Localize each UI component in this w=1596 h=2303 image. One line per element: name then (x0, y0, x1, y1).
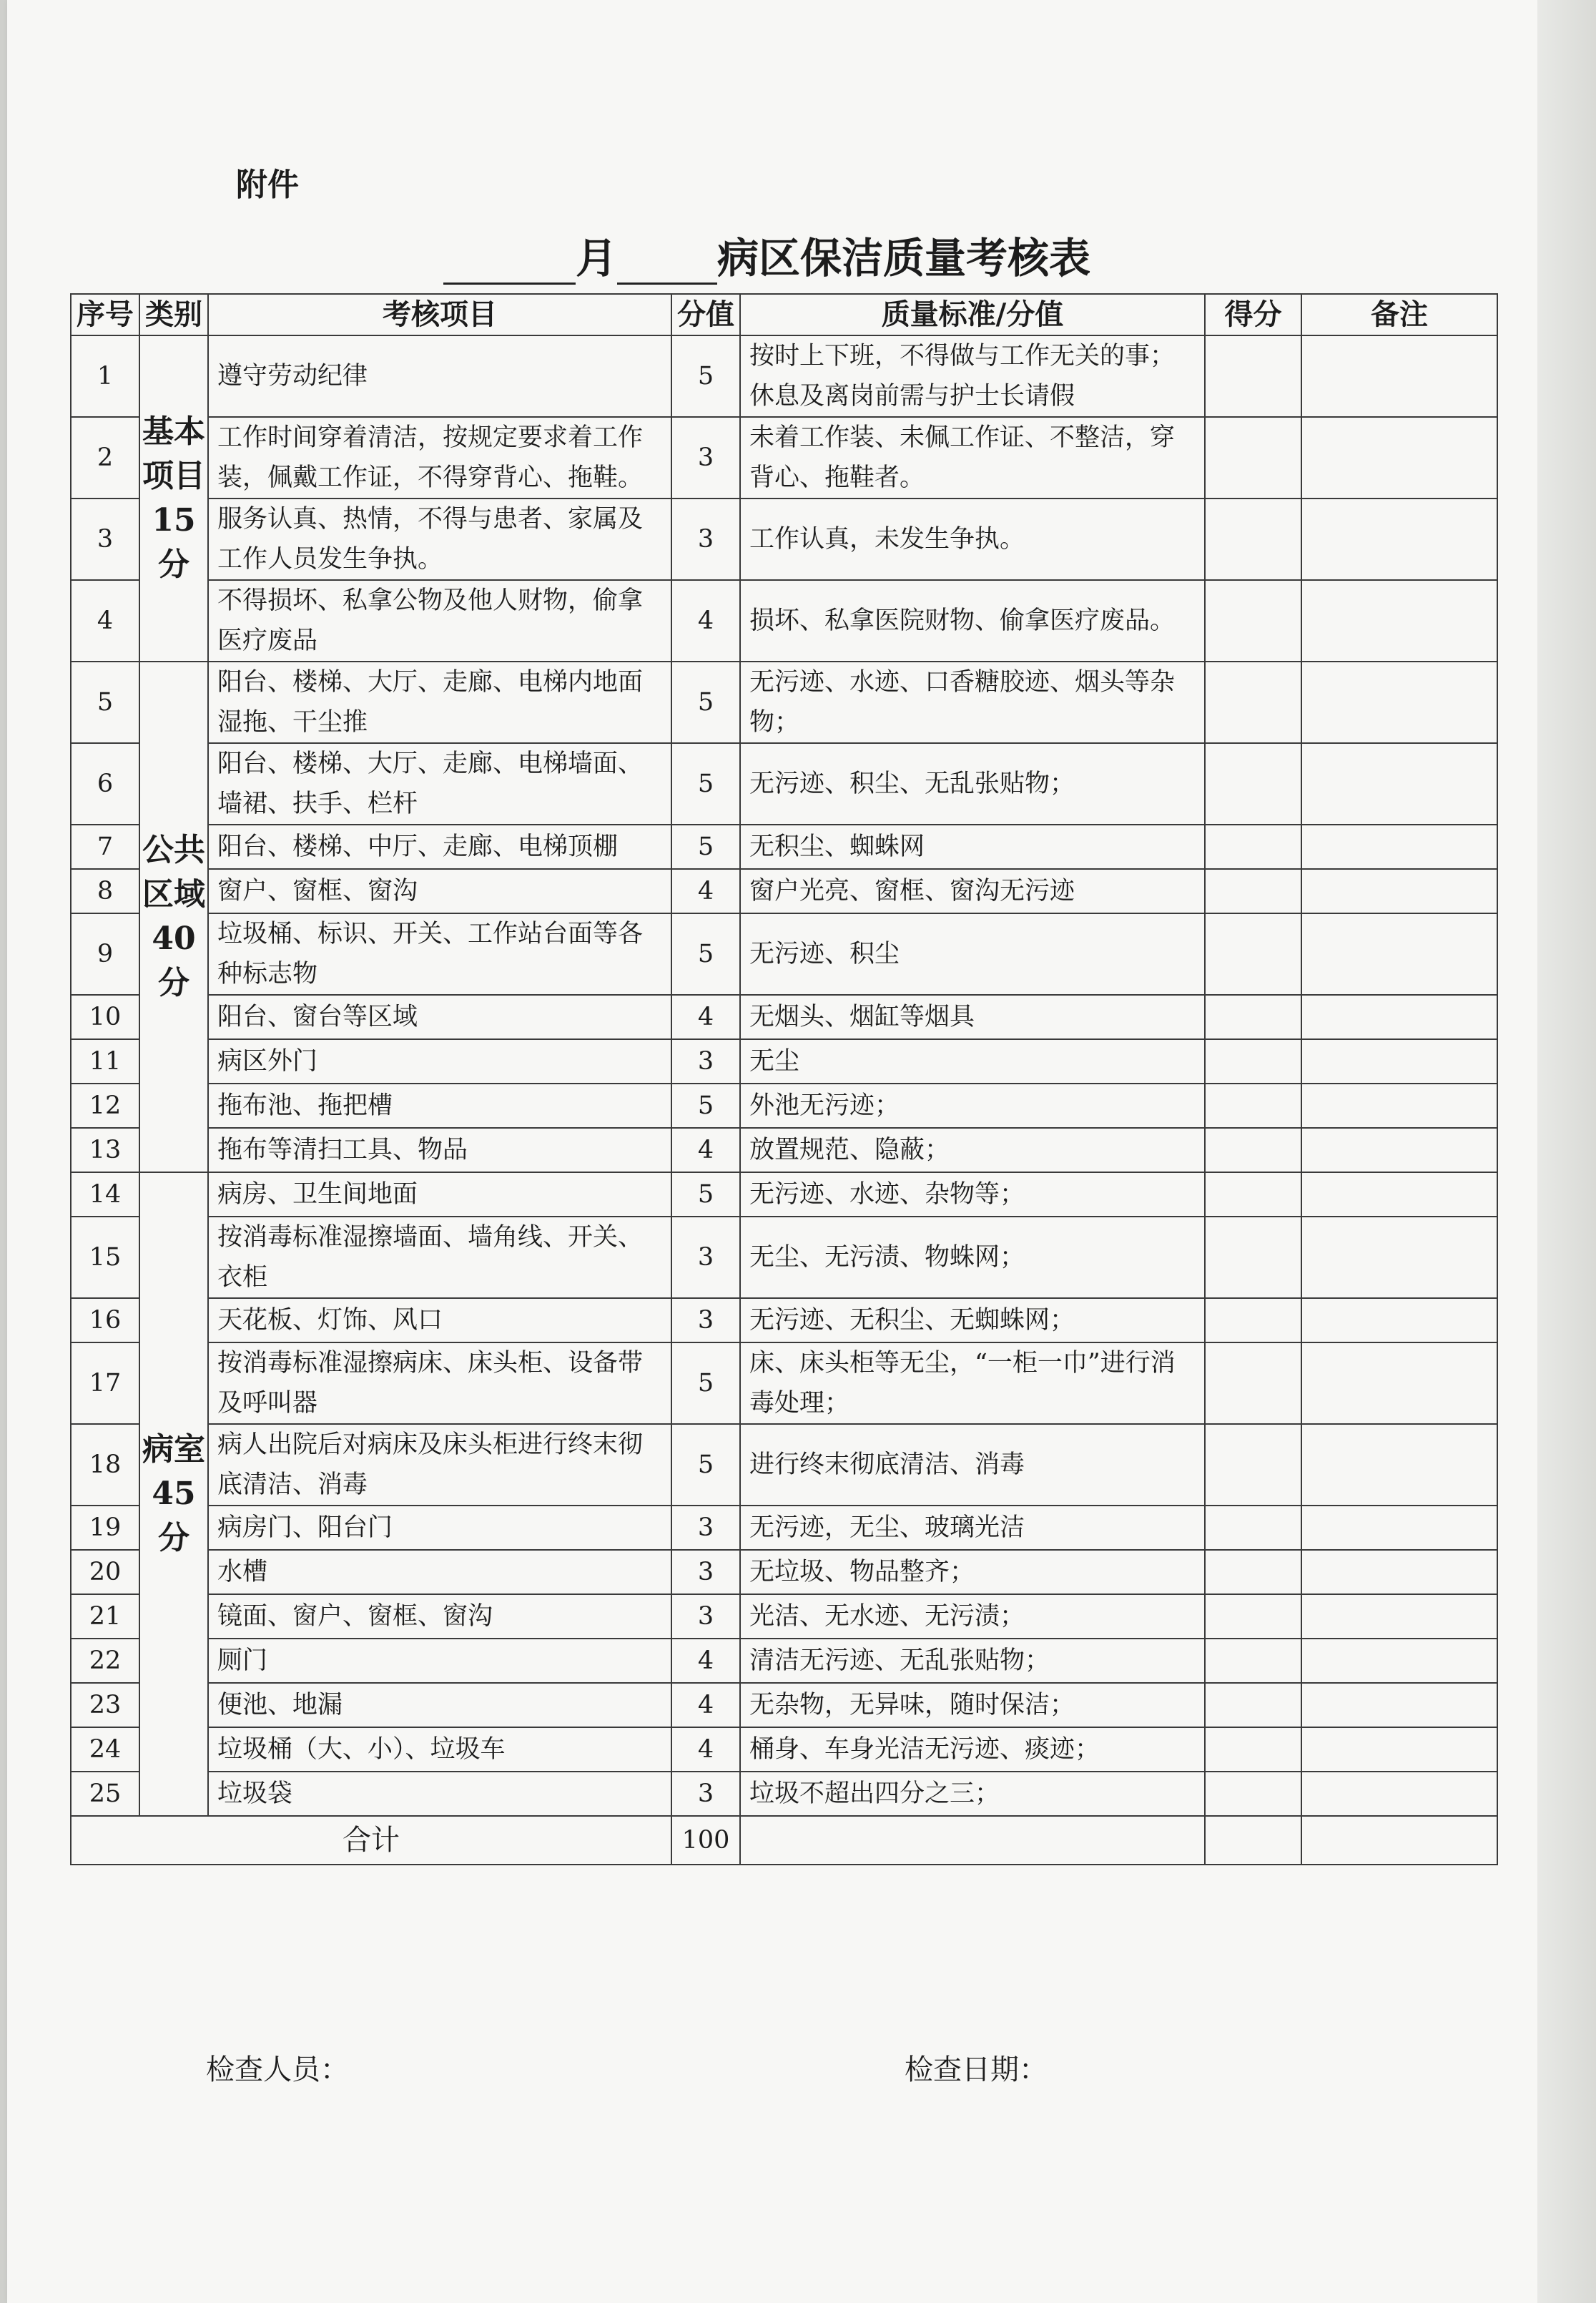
standard-cell: 光洁、无水迹、无污渍； (740, 1594, 1205, 1639)
table-row (71, 1772, 1497, 1816)
points-cell: 4 (671, 1639, 740, 1683)
standard-cell: 无污迹、水迹、口香糖胶迹、烟头等杂物； (740, 662, 1205, 743)
score-cell[interactable] (1205, 1084, 1301, 1128)
score-cell[interactable] (1205, 1772, 1301, 1816)
standard-cell: 无杂物，无异味，随时保洁； (740, 1683, 1205, 1727)
table-row (71, 913, 1497, 995)
remark-cell[interactable] (1301, 1550, 1497, 1594)
row-number: 15 (71, 1217, 139, 1298)
points-cell: 4 (671, 995, 740, 1039)
inspection-date-label: 检查日期： (905, 2053, 1048, 2086)
standard-cell: 无烟头、烟缸等烟具 (740, 995, 1205, 1039)
score-cell[interactable] (1205, 1342, 1301, 1424)
standard-cell: 未着工作装、未佩工作证、不整洁，穿背心、拖鞋者。 (740, 417, 1205, 499)
table-row (71, 1217, 1497, 1298)
col-score: 得分 (1205, 294, 1301, 335)
standard-cell: 外池无污迹； (740, 1084, 1205, 1128)
remark-cell[interactable] (1301, 1772, 1497, 1816)
row-number: 17 (71, 1342, 139, 1424)
remark-cell[interactable] (1301, 743, 1497, 825)
remark-cell[interactable] (1301, 869, 1497, 913)
item-cell: 天花板、灯饰、风口 (208, 1298, 671, 1342)
row-number: 7 (71, 825, 139, 869)
points-cell: 3 (671, 1772, 740, 1816)
item-cell: 垃圾袋 (208, 1772, 671, 1816)
col-remark: 备注 (1301, 294, 1497, 335)
standard-cell: 桶身、车身光洁无污迹、痰迹； (740, 1727, 1205, 1772)
table-row (71, 1550, 1497, 1594)
row-number: 9 (71, 913, 139, 995)
score-cell[interactable] (1205, 995, 1301, 1039)
ward-blank (617, 245, 717, 285)
row-number: 25 (71, 1772, 139, 1816)
standard-cell: 无尘、无污渍、物蛛网； (740, 1217, 1205, 1298)
standard-cell: 无污迹，无尘、玻璃光洁 (740, 1506, 1205, 1550)
remark-cell[interactable] (1301, 1084, 1497, 1128)
category-cell: 公共区域40分 (139, 662, 208, 1172)
points-cell: 5 (671, 335, 740, 417)
item-cell: 拖布池、拖把槽 (208, 1084, 671, 1128)
remark-cell[interactable] (1301, 1128, 1497, 1172)
table-row (71, 1594, 1497, 1639)
item-cell: 工作时间穿着清洁，按规定要求着工作装，佩戴工作证，不得穿背心、拖鞋。 (208, 417, 671, 499)
row-number: 3 (71, 499, 139, 580)
standard-cell: 工作认真，未发生争执。 (740, 499, 1205, 580)
remark-cell[interactable] (1301, 1298, 1497, 1342)
row-number: 23 (71, 1683, 139, 1727)
item-cell: 病房、卫生间地面 (208, 1172, 671, 1217)
score-cell[interactable] (1205, 1424, 1301, 1506)
col-points: 分值 (671, 294, 740, 335)
points-cell: 3 (671, 417, 740, 499)
score-cell[interactable] (1205, 335, 1301, 417)
row-number: 8 (71, 869, 139, 913)
remark-cell[interactable] (1301, 335, 1497, 417)
table-row (71, 1128, 1497, 1172)
item-cell: 不得损坏、私拿公物及他人财物，偷拿医疗废品 (208, 580, 671, 662)
standard-cell: 无污迹、无积尘、无蜘蛛网； (740, 1298, 1205, 1342)
standard-cell: 窗户光亮、窗框、窗沟无污迹 (740, 869, 1205, 913)
score-cell[interactable] (1205, 662, 1301, 743)
total-points: 100 (671, 1816, 740, 1865)
table-row (71, 995, 1497, 1039)
score-cell[interactable] (1205, 580, 1301, 662)
col-standard: 质量标准/分值 (740, 294, 1205, 335)
remark-cell[interactable] (1301, 913, 1497, 995)
table-row (71, 1424, 1497, 1506)
table-row (71, 1727, 1497, 1772)
item-cell: 阳台、楼梯、大厅、走廊、电梯内地面湿拖、干尘推 (208, 662, 671, 743)
score-cell[interactable] (1205, 1128, 1301, 1172)
score-cell[interactable] (1205, 1683, 1301, 1727)
points-cell: 4 (671, 1683, 740, 1727)
category-cell: 病室45分 (139, 1172, 208, 1816)
col-item: 考核项目 (208, 294, 671, 335)
item-cell: 垃圾桶、标识、开关、工作站台面等各种标志物 (208, 913, 671, 995)
row-number: 5 (71, 662, 139, 743)
total-remark-cell[interactable] (1301, 1816, 1497, 1865)
category-cell: 基本项目15分 (139, 335, 208, 662)
assessment-table (70, 293, 1498, 1865)
table-row (71, 825, 1497, 869)
table-row (71, 1506, 1497, 1550)
row-number: 22 (71, 1639, 139, 1683)
score-cell[interactable] (1205, 1639, 1301, 1683)
item-cell: 服务认真、热情，不得与患者、家属及工作人员发生争执。 (208, 499, 671, 580)
remark-cell[interactable] (1301, 417, 1497, 499)
row-number: 2 (71, 417, 139, 499)
item-cell: 病房门、阳台门 (208, 1506, 671, 1550)
item-cell: 水槽 (208, 1550, 671, 1594)
points-cell: 5 (671, 1342, 740, 1424)
item-cell: 按消毒标准湿擦墙面、墙角线、开关、衣柜 (208, 1217, 671, 1298)
item-cell: 窗户、窗框、窗沟 (208, 869, 671, 913)
standard-cell: 无污迹、水迹、杂物等； (740, 1172, 1205, 1217)
score-cell[interactable] (1205, 1039, 1301, 1084)
table-row (71, 335, 1497, 417)
table-row (71, 580, 1497, 662)
remark-cell[interactable] (1301, 1639, 1497, 1683)
score-cell[interactable] (1205, 499, 1301, 580)
row-number: 16 (71, 1298, 139, 1342)
standard-cell: 无垃圾、物品整齐； (740, 1550, 1205, 1594)
score-cell[interactable] (1205, 1594, 1301, 1639)
remark-cell[interactable] (1301, 1424, 1497, 1506)
points-cell: 3 (671, 1217, 740, 1298)
total-label: 合计 (71, 1816, 671, 1865)
standard-cell: 进行终末彻底清洁、消毒 (740, 1424, 1205, 1506)
item-cell: 遵守劳动纪律 (208, 335, 671, 417)
inspector-label: 检查人员： (206, 2053, 349, 2086)
col-category: 类别 (139, 294, 208, 335)
standard-cell: 无尘 (740, 1039, 1205, 1084)
score-cell[interactable] (1205, 417, 1301, 499)
points-cell: 3 (671, 1506, 740, 1550)
points-cell: 5 (671, 825, 740, 869)
month-blank (443, 245, 576, 285)
item-cell: 垃圾桶（大、小）、垃圾车 (208, 1727, 671, 1772)
remark-cell[interactable] (1301, 499, 1497, 580)
row-number: 11 (71, 1039, 139, 1084)
standard-cell: 无污迹、积尘、无乱张贴物； (740, 743, 1205, 825)
page-title (443, 227, 1090, 285)
remark-cell[interactable] (1301, 1506, 1497, 1550)
score-cell[interactable] (1205, 1506, 1301, 1550)
remark-cell[interactable] (1301, 995, 1497, 1039)
points-cell: 4 (671, 580, 740, 662)
row-number: 18 (71, 1424, 139, 1506)
table-row (71, 1172, 1497, 1217)
table-row (71, 417, 1497, 499)
remark-cell[interactable] (1301, 825, 1497, 869)
points-cell: 3 (671, 1550, 740, 1594)
row-number: 13 (71, 1128, 139, 1172)
score-cell[interactable] (1205, 1727, 1301, 1772)
table-row (71, 499, 1497, 580)
table-row (71, 869, 1497, 913)
remark-cell[interactable] (1301, 580, 1497, 662)
points-cell: 3 (671, 1298, 740, 1342)
standard-cell: 无积尘、蜘蛛网 (740, 825, 1205, 869)
table-row (71, 743, 1497, 825)
item-cell: 便池、地漏 (208, 1683, 671, 1727)
points-cell: 5 (671, 1424, 740, 1506)
score-cell[interactable] (1205, 743, 1301, 825)
score-cell[interactable] (1205, 1217, 1301, 1298)
points-cell: 4 (671, 1727, 740, 1772)
standard-cell: 损坏、私拿医院财物、偷拿医疗废品。 (740, 580, 1205, 662)
item-cell: 病区外门 (208, 1039, 671, 1084)
total-score-cell[interactable] (1205, 1816, 1301, 1865)
standard-cell: 放置规范、隐蔽； (740, 1128, 1205, 1172)
remark-cell[interactable] (1301, 1594, 1497, 1639)
row-number: 24 (71, 1727, 139, 1772)
remark-cell[interactable] (1301, 662, 1497, 743)
item-cell: 病人出院后对病床及床头柜进行终末彻底清洁、消毒 (208, 1424, 671, 1506)
table-row (71, 1342, 1497, 1424)
remark-cell[interactable] (1301, 1683, 1497, 1727)
standard-cell: 床、床头柜等无尘，“一柜一巾”进行消毒处理； (740, 1342, 1205, 1424)
row-number: 19 (71, 1506, 139, 1550)
score-cell[interactable] (1205, 869, 1301, 913)
points-cell: 5 (671, 1084, 740, 1128)
total-standard (740, 1816, 1205, 1865)
points-cell: 5 (671, 913, 740, 995)
score-cell[interactable] (1205, 913, 1301, 995)
table-row (71, 1039, 1497, 1084)
table-row (71, 662, 1497, 743)
remark-cell[interactable] (1301, 1342, 1497, 1424)
points-cell: 5 (671, 1172, 740, 1217)
row-number: 1 (71, 335, 139, 417)
remark-cell[interactable] (1301, 1217, 1497, 1298)
item-cell: 阳台、楼梯、大厅、走廊、电梯墙面、墙裙、扶手、栏杆 (208, 743, 671, 825)
remark-cell[interactable] (1301, 1727, 1497, 1772)
standard-cell: 垃圾不超出四分之三； (740, 1772, 1205, 1816)
score-cell[interactable] (1205, 825, 1301, 869)
attachment-label: 附件 (236, 167, 299, 203)
row-number: 14 (71, 1172, 139, 1217)
points-cell: 4 (671, 869, 740, 913)
table-row (71, 1639, 1497, 1683)
item-cell: 镜面、窗户、窗框、窗沟 (208, 1594, 671, 1639)
table-row (71, 1084, 1497, 1128)
title-month: 月 (576, 234, 618, 283)
item-cell: 阳台、楼梯、中厅、走廊、电梯顶棚 (208, 825, 671, 869)
title-text: 病区保洁质量考核表 (717, 234, 1091, 283)
standard-cell: 清洁无污迹、无乱张贴物； (740, 1639, 1205, 1683)
item-cell: 按消毒标准湿擦病床、床头柜、设备带及呼叫器 (208, 1342, 671, 1424)
col-seq: 序号 (71, 294, 139, 335)
row-number: 21 (71, 1594, 139, 1639)
row-number: 6 (71, 743, 139, 825)
standard-cell: 按时上下班，不得做与工作无关的事；休息及离岗前需与护士长请假 (740, 335, 1205, 417)
points-cell: 3 (671, 499, 740, 580)
paper-stack-edge (1537, 0, 1596, 2303)
item-cell: 拖布等清扫工具、物品 (208, 1128, 671, 1172)
row-number: 12 (71, 1084, 139, 1128)
points-cell: 5 (671, 662, 740, 743)
points-cell: 5 (671, 743, 740, 825)
item-cell: 阳台、窗台等区域 (208, 995, 671, 1039)
remark-cell[interactable] (1301, 1039, 1497, 1084)
score-cell[interactable] (1205, 1172, 1301, 1217)
score-cell[interactable] (1205, 1298, 1301, 1342)
standard-cell: 无污迹、积尘 (740, 913, 1205, 995)
row-number: 10 (71, 995, 139, 1039)
table-row (71, 1298, 1497, 1342)
row-number: 20 (71, 1550, 139, 1594)
score-cell[interactable] (1205, 1550, 1301, 1594)
points-cell: 3 (671, 1594, 740, 1639)
item-cell: 厕门 (208, 1639, 671, 1683)
points-cell: 3 (671, 1039, 740, 1084)
table-row (71, 1683, 1497, 1727)
points-cell: 4 (671, 1128, 740, 1172)
row-number: 4 (71, 580, 139, 662)
table-body (71, 335, 1497, 1816)
remark-cell[interactable] (1301, 1172, 1497, 1217)
